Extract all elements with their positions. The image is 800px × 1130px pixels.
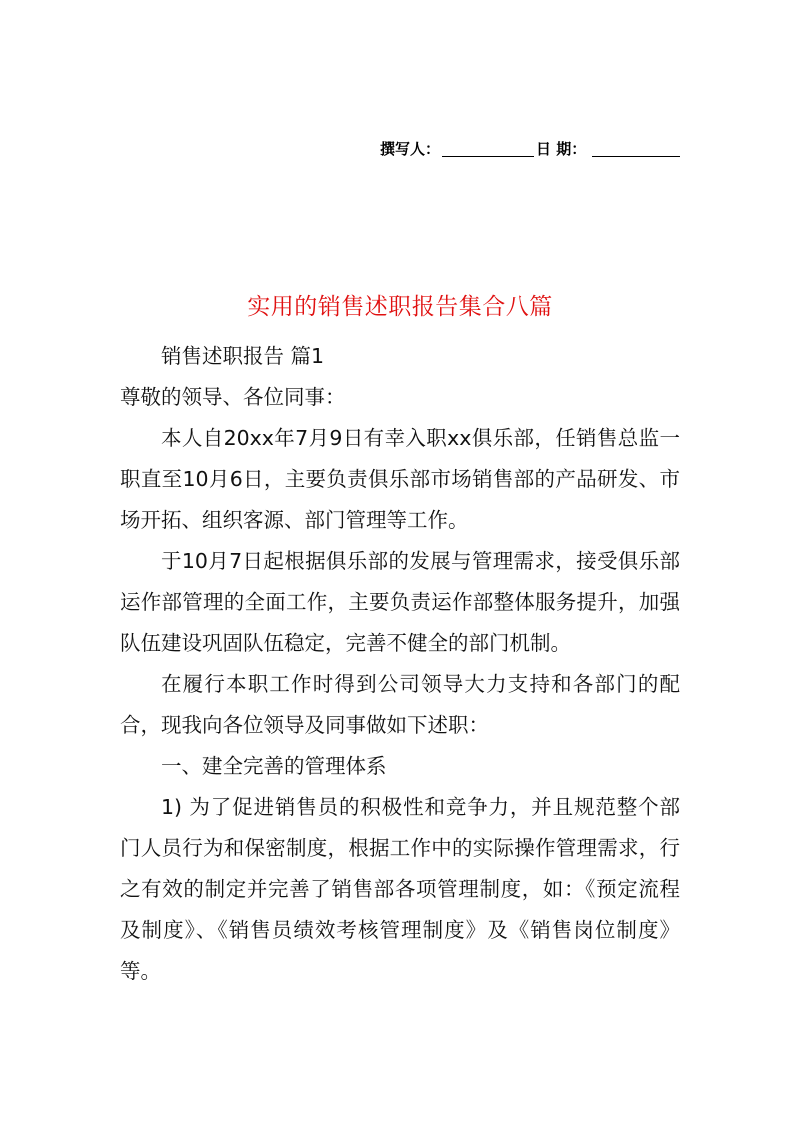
paragraph: 在履行本职工作时得到公司领导大力支持和各部门的配合，现我向各位领导及同事做如下述职： (120, 672, 680, 737)
salutation: 尊敬的领导、各位同事： (120, 385, 346, 409)
author-date-header (380, 138, 680, 162)
subsection-heading: 一、建全完善的管理体系 (161, 754, 387, 778)
document-title: 实用的销售述职报告集合八篇 (247, 294, 553, 320)
document-body (120, 336, 680, 992)
section-heading: 销售述职报告 篇1 (161, 344, 325, 368)
paragraph: 本人自20xx年7月9日有幸入职xx俱乐部，任销售总监一职直至10月6日，主要负责俱乐部市场销售部的产品研发、市场开拓、组织客源、部门管理等工作。 (120, 426, 680, 532)
date-blank-line (592, 156, 680, 157)
author-label: 撰写人： (380, 140, 441, 158)
date-label: 日 期： (536, 140, 587, 158)
paragraph: 1) 为了促进销售员的积极性和竞争力，并且规范整个部门人员行为和保密制度，根据工作中的实际操作管理需求，行之有效的制定并完善了销售部各项管理制度，如：《预定流程及制度》、《销售员绩效考核管理制度》及《销售岗位制度》等。 (120, 795, 680, 983)
paragraph: 于10月7日起根据俱乐部的发展与管理需求，接受俱乐部运作部管理的全面工作，主要负责运作部整体服务提升，加强队伍建设巩固队伍稳定，完善不健全的部门机制。 (120, 549, 680, 655)
author-blank-line (442, 156, 534, 157)
